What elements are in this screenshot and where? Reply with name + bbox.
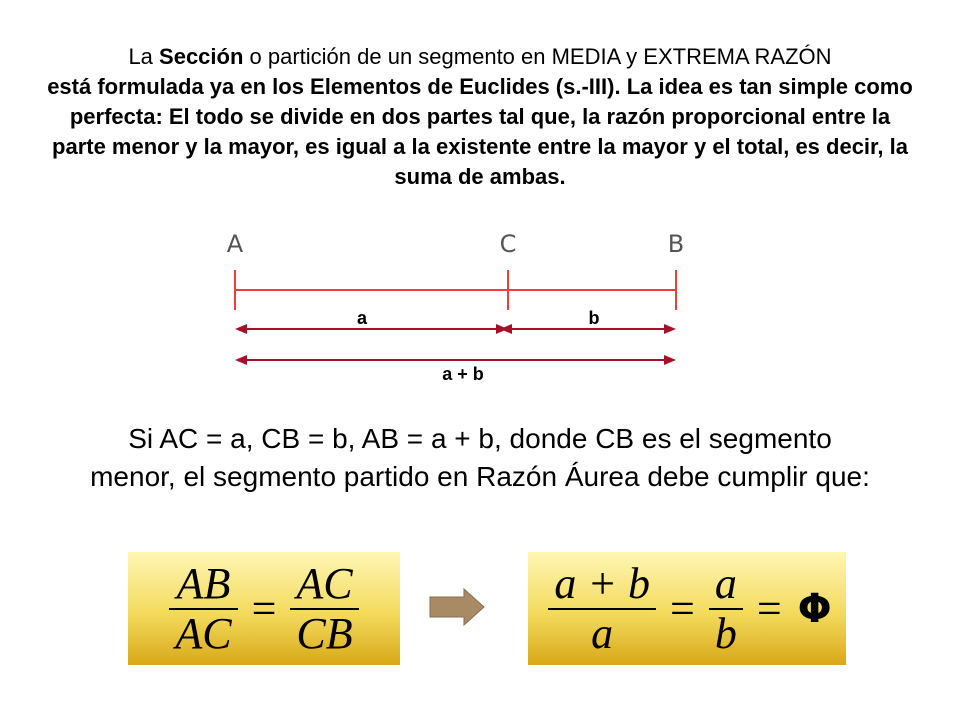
label-a: a bbox=[356, 308, 368, 328]
intro-keyword-seccion: Sección bbox=[159, 44, 244, 69]
intro-part-3: o partición de un segmento en MEDIA y EXTREMA RAZÓN bbox=[243, 44, 832, 69]
numerator-a: a bbox=[714, 558, 737, 608]
intro-first-line bbox=[40, 42, 920, 72]
statement-line-1: Si AC = a, CB = b, AB = a + b, donde CB es el segmento bbox=[128, 423, 832, 454]
label-a-plus-b: a + b bbox=[442, 364, 484, 384]
denominator-cb: CB bbox=[296, 608, 353, 658]
segment-diagram bbox=[0, 220, 960, 390]
formula-box-golden-ratio bbox=[528, 552, 846, 665]
intro-text bbox=[40, 42, 920, 192]
fraction-ab-over-ac bbox=[169, 560, 237, 658]
statement-line-2: menor, el segmento partido en Razón Áurea debe cumplir que: bbox=[90, 461, 870, 492]
denominator-ac: AC bbox=[175, 608, 232, 658]
phi-symbol: Φ bbox=[797, 585, 832, 632]
denominator-a: a bbox=[591, 608, 614, 658]
numerator-ab: AB bbox=[176, 558, 231, 608]
equals-sign: = bbox=[251, 584, 277, 633]
fraction-a-plus-b-over-a bbox=[548, 560, 656, 658]
label-b: b bbox=[588, 308, 600, 328]
statement-text bbox=[20, 420, 940, 496]
denominator-b: b bbox=[714, 608, 737, 658]
point-a-label: A bbox=[226, 230, 244, 258]
equals-sign-2: = bbox=[756, 584, 782, 633]
numerator-ac: AC bbox=[296, 558, 353, 608]
point-c-label: C bbox=[499, 230, 517, 258]
intro-bold-paragraph: está formulada ya en los Elementos de Euclides (s.-III). La idea es tan simple como perfecta: El todo se divide en dos partes tal que, la razón proporcional entre la parte menor y la mayor, es igual a la existente entre la mayor y el total, es decir, la suma de ambas. bbox=[47, 74, 913, 189]
right-arrow-icon bbox=[428, 588, 486, 626]
fraction-ac-over-cb bbox=[290, 560, 358, 658]
equals-sign-1: = bbox=[670, 584, 695, 633]
intro-part-1: La bbox=[128, 44, 160, 69]
point-b-label: B bbox=[667, 230, 685, 258]
formula-box-proportion bbox=[128, 552, 400, 665]
fraction-a-over-b bbox=[709, 560, 743, 658]
arrow-a bbox=[235, 324, 508, 334]
numerator-a-plus-b: a + b bbox=[554, 558, 651, 608]
